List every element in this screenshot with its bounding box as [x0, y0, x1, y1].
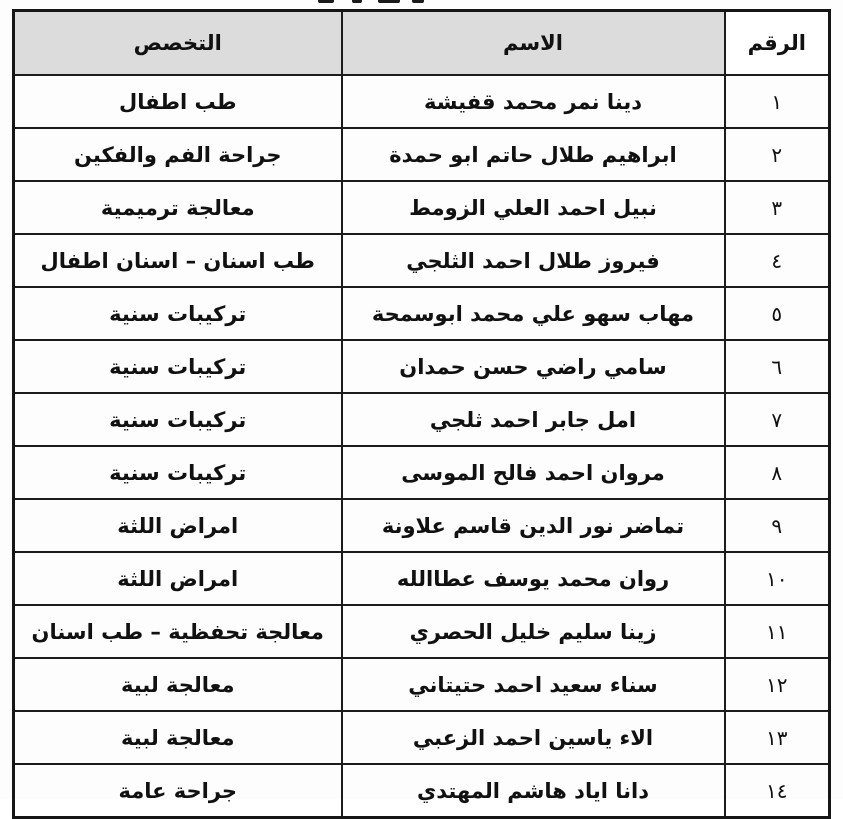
- row-specialty: جراحة الفم والفكين: [14, 128, 342, 181]
- row-specialty: امراض اللثة: [14, 552, 342, 605]
- row-specialty: معالجة لبية: [14, 711, 342, 764]
- row-name: الاء ياسين احمد الزعبي: [342, 711, 725, 764]
- row-name: زينا سليم خليل الحصري: [342, 605, 725, 658]
- row-name: مروان احمد فالح الموسى: [342, 446, 725, 499]
- row-specialty: تركيبات سنية: [14, 287, 342, 340]
- row-specialty: تركيبات سنية: [14, 393, 342, 446]
- cropped-text-strip: [0, 0, 843, 8]
- row-name: دانا اياد هاشم المهتدي: [342, 764, 725, 818]
- header-row: [14, 11, 830, 76]
- row-specialty: معالجة ترميمية: [14, 181, 342, 234]
- row-number: ٨: [725, 446, 830, 499]
- row-specialty: طب اطفال: [14, 75, 342, 128]
- row-name: روان محمد يوسف عطاالله: [342, 552, 725, 605]
- row-specialty: معالجة تحفظية – طب اسنان: [14, 605, 342, 658]
- row-name: دينا نمر محمد قفيشة: [342, 75, 725, 128]
- table-row: [14, 605, 830, 658]
- row-number: ١: [725, 75, 830, 128]
- row-number: ٥: [725, 287, 830, 340]
- header-name: الاسم: [342, 11, 725, 76]
- row-name: فيروز طلال احمد الثلجي: [342, 234, 725, 287]
- row-name: تماضر نور الدين قاسم علاونة: [342, 499, 725, 552]
- row-number: ١٢: [725, 658, 830, 711]
- table-row: [14, 711, 830, 764]
- row-name: نبيل احمد العلي الزومط: [342, 181, 725, 234]
- table-row: [14, 75, 830, 128]
- row-number: ٢: [725, 128, 830, 181]
- header-number: الرقم: [725, 11, 830, 76]
- row-number: ١١: [725, 605, 830, 658]
- row-specialty: تركيبات سنية: [14, 446, 342, 499]
- row-number: ٦: [725, 340, 830, 393]
- table-row: [14, 764, 830, 818]
- row-number: ٧: [725, 393, 830, 446]
- row-number: ٣: [725, 181, 830, 234]
- row-name: سامي راضي حسن حمدان: [342, 340, 725, 393]
- row-number: ٩: [725, 499, 830, 552]
- row-number: ٤: [725, 234, 830, 287]
- doctors-table: [12, 9, 831, 819]
- row-number: ١٠: [725, 552, 830, 605]
- row-name: سناء سعيد احمد حتيتاني: [342, 658, 725, 711]
- table-row: [14, 234, 830, 287]
- table-row: [14, 552, 830, 605]
- row-number: ١٣: [725, 711, 830, 764]
- row-specialty: جراحة عامة: [14, 764, 342, 818]
- table-row: [14, 393, 830, 446]
- header-specialty: التخصص: [14, 11, 342, 76]
- table-row: [14, 446, 830, 499]
- row-specialty: تركيبات سنية: [14, 340, 342, 393]
- table-row: [14, 128, 830, 181]
- table-row: [14, 287, 830, 340]
- table-row: [14, 499, 830, 552]
- row-name: ابراهيم طلال حاتم ابو حمدة: [342, 128, 725, 181]
- row-specialty: معالجة لبية: [14, 658, 342, 711]
- table-row: [14, 340, 830, 393]
- row-name: مهاب سهو علي محمد ابوسمحة: [342, 287, 725, 340]
- row-specialty: امراض اللثة: [14, 499, 342, 552]
- table-row: [14, 181, 830, 234]
- row-name: امل جابر احمد ثلجي: [342, 393, 725, 446]
- row-specialty: طب اسنان – اسنان اطفال: [14, 234, 342, 287]
- table-row: [14, 658, 830, 711]
- row-number: ١٤: [725, 764, 830, 818]
